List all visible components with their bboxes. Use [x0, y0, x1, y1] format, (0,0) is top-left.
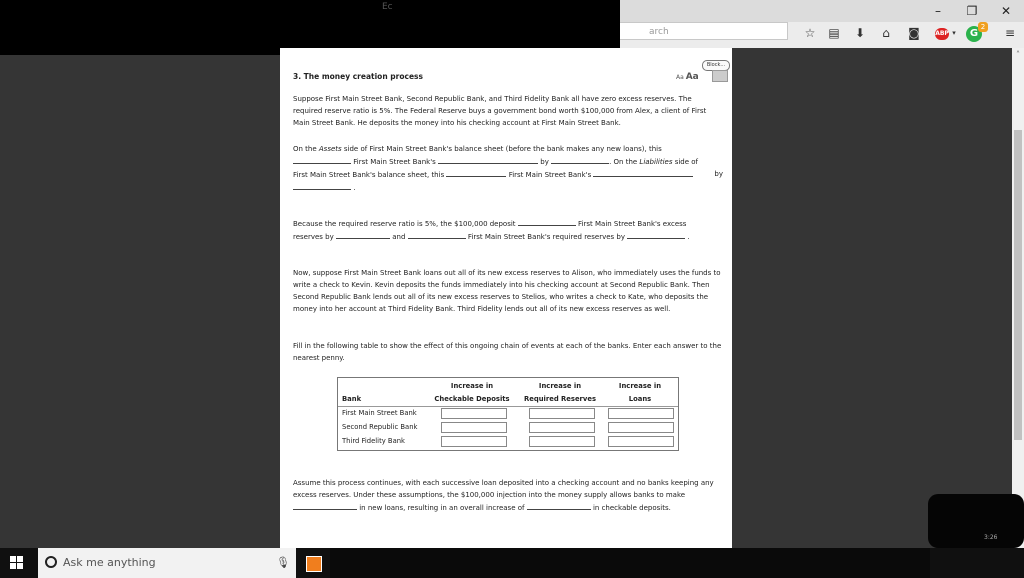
- new-loans-dropdown[interactable]: [293, 501, 357, 510]
- first-main-loans-input[interactable]: [608, 408, 674, 419]
- redacted-region: [928, 494, 1024, 548]
- col-reserves-header-2: Required Reserves: [523, 395, 596, 403]
- tab-title-fragment: Ec: [382, 2, 393, 12]
- text: Because the required reserve ratio is 5%, the $100,000 deposit: [293, 220, 516, 228]
- text-size-small[interactable]: Aa: [676, 74, 684, 81]
- loan-chain-paragraph: Now, suppose First Main Street Bank loans out all of its new excess reserves to Alison, who immediately uses the funds to write a check to Kevin. Kevin deposits the funds immediately into his checking account at Second Republic Bank. Then Second Republic Bank lends out all of its new excess reserves to Stelios, who writes a check to Kate, who deposits the money into her account at Third Fidelity Bank. Third Fidelity lends out all of its new excess reserves as well.: [293, 269, 721, 313]
- text: by: [540, 158, 549, 166]
- adblock-label: ABP: [935, 30, 949, 37]
- home-icon[interactable]: ⌂: [882, 26, 890, 40]
- third-fidelity-deposits-input[interactable]: [441, 436, 507, 447]
- scrollbar-thumb[interactable]: [1014, 130, 1022, 440]
- grammarly-badge: 2: [978, 22, 988, 32]
- row-label-third-fidelity: Third Fidelity Bank: [342, 437, 405, 445]
- text: in new loans, resulting in an overall increase of: [359, 504, 525, 512]
- text: On the: [293, 145, 319, 153]
- col-loans-header-2: Loans: [628, 395, 652, 403]
- text: First Main Street Bank's: [353, 158, 436, 166]
- question-title: 3. The money creation process: [293, 72, 423, 81]
- redacted-region: [0, 20, 300, 55]
- row-label-first-main-street: First Main Street Bank: [342, 409, 417, 417]
- liabilities-amount-dropdown[interactable]: [293, 181, 351, 190]
- clock-fragment: 3:26: [984, 534, 998, 541]
- checkable-deposits-dropdown[interactable]: [527, 501, 591, 510]
- microphone-icon[interactable]: 🎙: [276, 556, 290, 569]
- required-reserves-amount-dropdown[interactable]: [627, 230, 685, 239]
- minimize-button[interactable]: –: [935, 4, 941, 18]
- grammarly-icon[interactable]: G: [966, 26, 982, 42]
- block-button[interactable]: Block...: [702, 60, 730, 71]
- assets-effect-dropdown[interactable]: [293, 155, 351, 164]
- deposit-effect-dropdown[interactable]: [518, 217, 576, 226]
- col-reserves-header-1: Increase in: [538, 382, 582, 390]
- first-main-reserves-input[interactable]: [529, 408, 595, 419]
- liabilities-label: Liabilities: [639, 158, 673, 166]
- second-republic-reserves-input[interactable]: [529, 422, 595, 433]
- row-label-second-republic: Second Republic Bank: [342, 423, 418, 431]
- text-size-control[interactable]: [676, 71, 699, 84]
- search-placeholder: Ask me anything: [63, 556, 156, 569]
- address-bar[interactable]: [600, 22, 788, 40]
- redacted-region: [330, 548, 930, 578]
- third-fidelity-reserves-input[interactable]: [529, 436, 595, 447]
- close-window-button[interactable]: ✕: [1000, 4, 1012, 18]
- intro-paragraph: Suppose First Main Street Bank, Second Republic Bank, and Third Fidelity Bank all have zero excess reserves. The required reserve ratio is 5%. The Federal Reserve buys a government bond worth $100,000 from Alex, a client of First Main Street Bank. He deposits the money into his checking account at First Main Street Bank.: [293, 95, 707, 127]
- text: Assume this process continues, with each successive loan deposited into a checking account and no banks keeping any excess reserves. Under these assumptions, the $100,000 injection into the money supply allows banks to make: [293, 479, 714, 499]
- text: First Main Street Bank's excess: [578, 220, 687, 228]
- text: . On the: [609, 158, 640, 166]
- text: reserves by: [293, 233, 334, 241]
- scroll-up-icon[interactable]: ˄: [1016, 50, 1020, 59]
- second-republic-loans-input[interactable]: [608, 422, 674, 433]
- first-main-deposits-input[interactable]: [441, 408, 507, 419]
- col-bank-header: Bank: [342, 395, 362, 403]
- required-reserves-effect-dropdown[interactable]: [408, 230, 466, 239]
- question-page: [280, 48, 732, 548]
- col-deposits-header-1: Increase in: [450, 382, 494, 390]
- pocket-icon[interactable]: ◙: [908, 26, 920, 40]
- liabilities-effect-dropdown[interactable]: [446, 168, 506, 177]
- windows-start-icon[interactable]: [10, 556, 24, 570]
- text: in checkable deposits.: [592, 504, 671, 512]
- assets-liabilities-paragraph: [293, 143, 723, 194]
- col-loans-header-1: Increase in: [618, 382, 662, 390]
- excess-reserves-amount-dropdown[interactable]: [336, 230, 390, 239]
- text-size-large[interactable]: Aa: [685, 72, 699, 82]
- reserve-ratio-paragraph: [293, 217, 723, 243]
- text: First Main Street Bank's balance sheet, this: [293, 171, 445, 179]
- adblock-dropdown-icon[interactable]: ▾: [952, 29, 956, 37]
- reading-list-icon[interactable]: ▤: [828, 26, 840, 40]
- text: side of First Main Street Bank's balance sheet (before the bank makes any new loans), this: [341, 145, 662, 153]
- table-instructions: Fill in the following table to show the effect of this ongoing chain of events at each of the banks. Enter each answer to the nearest penny.: [293, 342, 722, 362]
- bank-effects-table: [337, 377, 679, 451]
- assets-account-dropdown[interactable]: [438, 155, 538, 164]
- address-bar-text: arch: [649, 27, 669, 37]
- text: and: [392, 233, 406, 241]
- money-multiplier-paragraph: [293, 477, 723, 514]
- menu-icon[interactable]: ≡: [1004, 26, 1016, 40]
- assets-label: Assets: [318, 145, 342, 153]
- third-fidelity-loans-input[interactable]: [608, 436, 674, 447]
- text: side of: [672, 158, 699, 166]
- liabilities-account-dropdown[interactable]: [593, 168, 693, 177]
- text: by: [714, 170, 723, 178]
- text: First Main Street Bank's required reserves by: [467, 233, 625, 241]
- text: .: [353, 184, 356, 192]
- text: .: [687, 233, 690, 241]
- download-icon[interactable]: ⬇: [854, 26, 866, 40]
- text: First Main Street Bank's: [508, 171, 592, 179]
- second-republic-deposits-input[interactable]: [441, 422, 507, 433]
- cortana-icon[interactable]: [45, 556, 57, 568]
- col-deposits-header-2: Checkable Deposits: [434, 395, 510, 403]
- print-icon[interactable]: [712, 70, 728, 82]
- restore-button[interactable]: ❐: [966, 4, 978, 18]
- assets-amount-dropdown[interactable]: [551, 155, 609, 164]
- bookmark-star-icon[interactable]: ☆: [804, 26, 816, 40]
- taskbar-app-icon[interactable]: [306, 556, 322, 572]
